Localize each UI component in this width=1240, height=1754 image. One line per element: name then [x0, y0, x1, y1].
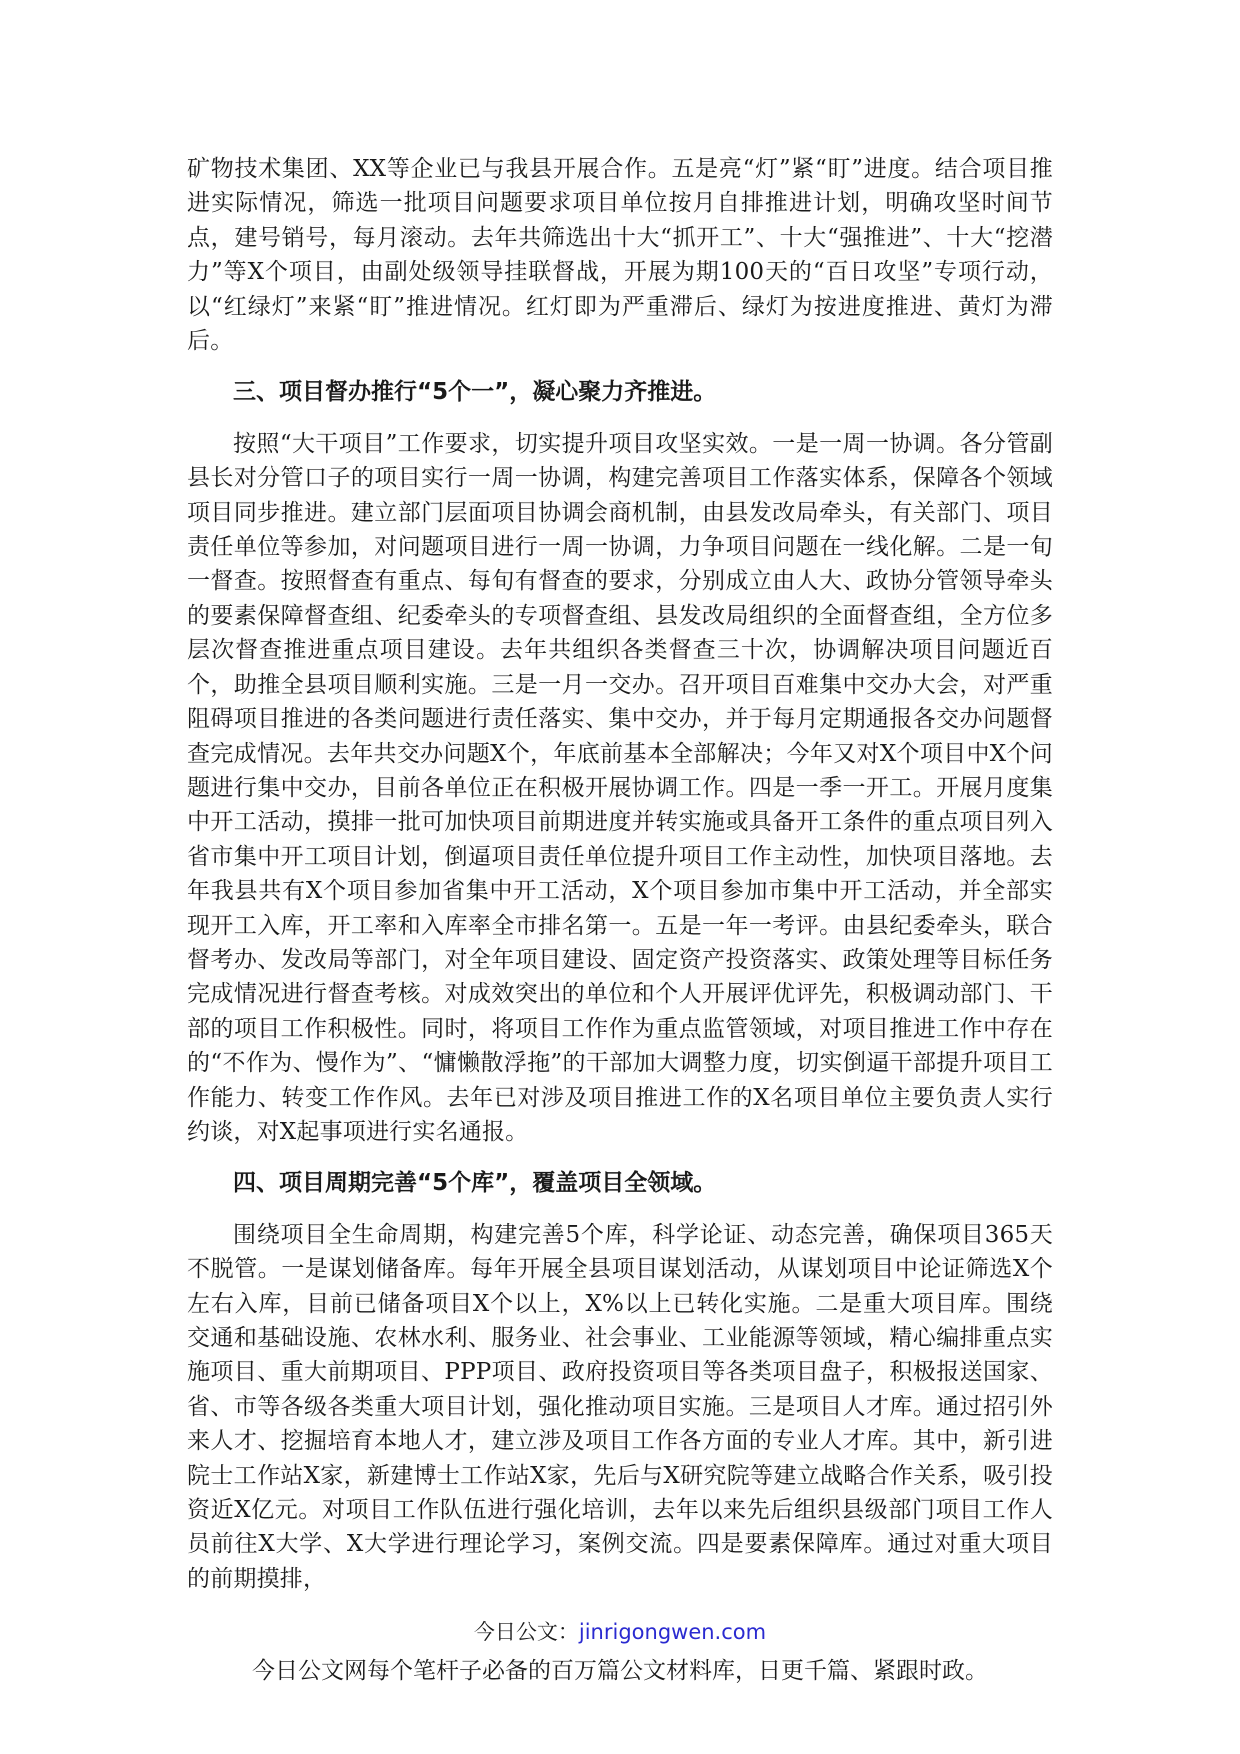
paragraph-continued: 矿物技术集团、XX等企业已与我县开展合作。五是亮“灯”紧“盯”进度。结合项目推进实际情况，筛选一批项目问题要求项目单位按月自排推进计划，明确攻坚时间节点，建号销号，每月滚动。去年共筛选出十大“抓开工”、十大“强推进”、十大“挖潜力”等X个项目，由副处级领导挂联督战，开展为期100天的“百日攻坚”专项行动，以“红绿灯”来紧“盯”推进情况。红灯即为严重滞后、绿灯为按进度推进、黄灯为滞后。: [187, 156, 1053, 355]
section-heading-3: 三、项目督办推行“5个一”，凝心聚力齐推进。: [233, 379, 717, 406]
document-body: [187, 152, 1053, 1596]
footer-site-line: [0, 1616, 1240, 1646]
footer-site-label: 今日公文：: [473, 1620, 579, 1644]
footer-slogan: 今日公文网每个笔杆子必备的百万篇公文材料库，日更千篇、紧跟时政。: [252, 1658, 988, 1684]
paragraph-section-3: 按照“大干项目”工作要求，切实提升项目攻坚实效。一是一周一协调。各分管副县长对分管口子的项目实行一周一协调，构建完善项目工作落实体系，保障各个领域项目同步推进。建立部门层面项目协调会商机制，由县发改局牵头，有关部门、项目责任单位等参加，对问题项目进行一周一协调，力争项目问题在一线化解。二是一旬一督查。按照督查有重点、每旬有督查的要求，分别成立由人大、政协分管领导牵头的要素保障督查组、纪委牵头的专项督查组、县发改局组织的全面督查组，全方位多层次督查推进重点项目建设。去年共组织各类督查三十次，协调解决项目问题近百个，助推全县项目顺利实施。三是一月一交办。召开项目百难集中交办大会，对严重阻碍项目推进的各类问题进行责任落实、集中交办，并于每月定期通报各交办问题督查完成情况。去年共交办问题X个，年底前基本全部解决；今年又对X个项目中X个问题进行集中交办，目前各单位正在积极开展协调工作。四是一季一开工。开展月度集中开工活动，摸排一批可加快项目前期进度并转实施或具备开工条件的重点项目列入省市集中开工项目计划，倒逼项目责任单位提升项目工作主动性，加快项目落地。去年我县共有X个项目参加省集中开工活动，X个项目参加市集中开工活动，并全部实现开工入库，开工率和入库率全市排名第一。五是一年一考评。由县纪委牵头，联合督考办、发改局等部门，对全年项目建设、固定资产投资落实、政策处理等目标任务完成情况进行督查考核。对成效突出的单位和个人开展评优评先，积极调动部门、干部的项目工作积极性。同时，将项目工作作为重点监管领域，对项目推进工作中存在的“不作为、慢作为”、“慵懒散浮拖”的干部加大调整力度，切实倒逼干部提升项目工作能力、转变工作作风。去年已对涉及项目推进工作的X名项目单位主要负责人实行约谈，对X起事项进行实名通报。: [187, 430, 1053, 1145]
footer-site-link[interactable]: jinrigongwen.com: [578, 1620, 767, 1644]
paragraph-section-4: 围绕项目全生命周期，构建完善5个库，科学论证、动态完善，确保项目365天不脱管。一是谋划储备库。每年开展全县项目谋划活动，从谋划项目中论证筛选X个左右入库，目前已储备项目X个以上，X%以上已转化实施。二是重大项目库。围绕交通和基础设施、农林水利、服务业、社会事业、工业能源等领域，精心编排重点实施项目、重大前期项目、PPP项目、政府投资项目等各类项目盘子，积极报送国家、省、市等各级各类重大项目计划，强化推动项目实施。三是项目人才库。通过招引外来人才、挖掘培育本地人才，建立涉及项目工作各方面的专业人才库。其中，新引进院士工作站X家，新建博士工作站X家，先后与X研究院等建立战略合作关系，吸引投资近X亿元。对项目工作队伍进行强化培训，去年以来先后组织县级部门项目工作人员前往X大学、X大学进行理论学习，案例交流。四是要素保障库。通过对重大项目的前期摸排，: [187, 1221, 1053, 1592]
section-heading-4: 四、项目周期完善“5个库”，覆盖项目全领域。: [233, 1170, 717, 1197]
